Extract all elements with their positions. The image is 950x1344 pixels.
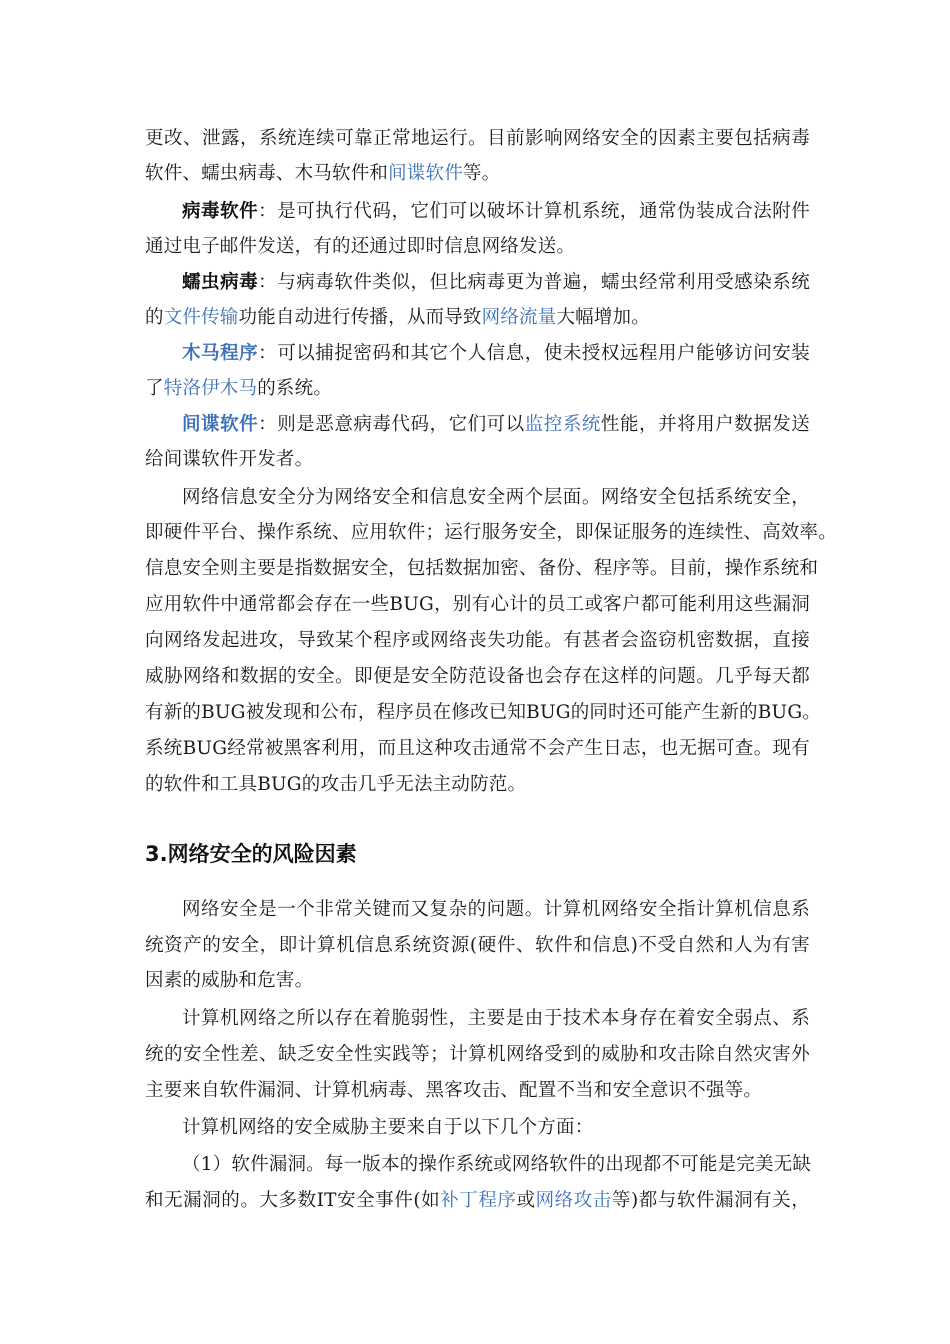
paragraph-line: 因素的威胁和危害。 — [145, 970, 314, 991]
paragraph-line: 统的安全性差、缺乏安全性实践等；计算机网络受到的威胁和攻击除自然灾害外 — [145, 1044, 810, 1065]
paragraph-line — [145, 306, 810, 330]
text-span: 大幅增加。 — [556, 307, 650, 328]
paragraph-line: 向网络发起进攻，导致某个程序或网络丧失功能。有甚者会盗窃机密数据，直接 — [145, 630, 810, 651]
patch-program-link[interactable]: 补丁程序 — [440, 1190, 517, 1211]
text-span: （1）软件漏洞。每一版本的操作系统或网络软件的出现都不可能是完美无缺 — [182, 1154, 812, 1175]
spyware-term-link[interactable]: 间谍软件 — [182, 414, 259, 435]
paragraph-line — [145, 127, 810, 151]
text-span: 了 — [145, 378, 164, 399]
text-span: ：则是恶意病毒代码，它们可以 — [258, 414, 525, 435]
text-span: 性能，并将用户数据发送 — [600, 414, 811, 435]
text-span: 和无漏洞的。大多数IT安全事件(如 — [145, 1190, 441, 1211]
trojan-horse-link[interactable]: 特洛伊木马 — [163, 378, 258, 399]
paragraph-line: 计算机网络的安全威胁主要来自于以下几个方面： — [182, 1117, 594, 1138]
text-span: 的 — [145, 307, 164, 328]
paragraph-line: 有新的BUG被发现和公布，程序员在修改已知BUG的同时还可能产生新的BUG。 — [145, 702, 821, 723]
monitor-system-link[interactable]: 监控系统 — [524, 414, 601, 435]
paragraph-line — [182, 342, 810, 366]
text-span: ：可以捕捉密码和其它个人信息，使未授权远程用户能够访问安装 — [258, 343, 810, 364]
text-span: 更改、泄露，系统连续可靠正常地运行。目前影响网络安全的因素主要包括病毒 — [145, 128, 810, 149]
paragraph-line — [182, 200, 810, 224]
text-span: 给间谍软件开发者。 — [145, 449, 314, 470]
paragraph-line: 应用软件中通常都会存在一些BUG，别有心计的员工或客户都可能利用这些漏洞 — [145, 594, 810, 615]
text-span: ：与病毒软件类似，但比病毒更为普遍，蠕虫经常利用受感染系统 — [258, 272, 810, 293]
spyware-link[interactable]: 间谍软件 — [388, 163, 463, 184]
paragraph-line: 网络信息安全分为网络安全和信息安全两个层面。网络安全包括系统安全， — [182, 487, 810, 508]
text-span: 或 — [516, 1190, 536, 1211]
virus-term: 病毒软件 — [182, 201, 259, 222]
worm-term: 蠕虫病毒 — [182, 272, 259, 293]
text-span: 软件、蠕虫病毒、木马软件和 — [145, 163, 389, 184]
paragraph-line — [182, 413, 810, 437]
network-traffic-link[interactable]: 网络流量 — [481, 307, 557, 328]
paragraph-line — [182, 1153, 810, 1177]
text-span: 通过电子邮件发送，有的还通过即时信息网络发送。 — [145, 236, 576, 257]
paragraph-line: 的软件和工具BUG的攻击几乎无法主动防范。 — [145, 774, 527, 795]
paragraph-line — [182, 271, 810, 295]
text-span: 等。 — [462, 163, 501, 184]
text-span: ：是可执行代码，它们可以破坏计算机系统，通常伪装成合法附件 — [258, 201, 810, 222]
paragraph-line — [145, 377, 810, 401]
paragraph-line — [145, 448, 810, 472]
paragraph-line: 统资产的安全，即计算机信息系统资源(硬件、软件和信息)不受自然和人为有害 — [145, 935, 810, 956]
paragraph-line: 主要来自软件漏洞、计算机病毒、黑客攻击、配置不当和安全意识不强等。 — [145, 1080, 763, 1101]
paragraph-line — [145, 162, 810, 186]
file-transfer-link[interactable]: 文件传输 — [163, 307, 239, 328]
network-attack-link[interactable]: 网络攻击 — [535, 1190, 612, 1211]
text-span: 等)都与软件漏洞有关， — [611, 1190, 810, 1211]
paragraph-line: 系统BUG经常被黑客利用，而且这种攻击通常不会产生日志，也无据可查。现有 — [145, 738, 810, 759]
paragraph-line: 网络安全是一个非常关键而又复杂的问题。计算机网络安全指计算机信息系 — [182, 899, 810, 920]
paragraph-line: 威胁网络和数据的安全。即便是安全防范设备也会存在这样的问题。几乎每天都 — [145, 666, 810, 687]
trojan-term-link[interactable]: 木马程序 — [182, 343, 259, 364]
paragraph-line: 即硬件平台、操作系统、应用软件；运行服务安全，即保证服务的连续性、高效率。 — [145, 522, 837, 543]
paragraph-line: 信息安全则主要是指数据安全，包括数据加密、备份、程序等。目前，操作系统和 — [145, 558, 819, 579]
text-span: 功能自动进行传播，从而导致 — [238, 307, 482, 328]
section-heading: 3.网络安全的风险因素 — [145, 842, 357, 866]
text-span: 的系统。 — [257, 378, 333, 399]
paragraph-line — [145, 235, 810, 259]
paragraph-line — [145, 1189, 810, 1213]
paragraph-line: 计算机网络之所以存在着脆弱性，主要是由于技术本身存在着安全弱点、系 — [182, 1008, 810, 1029]
